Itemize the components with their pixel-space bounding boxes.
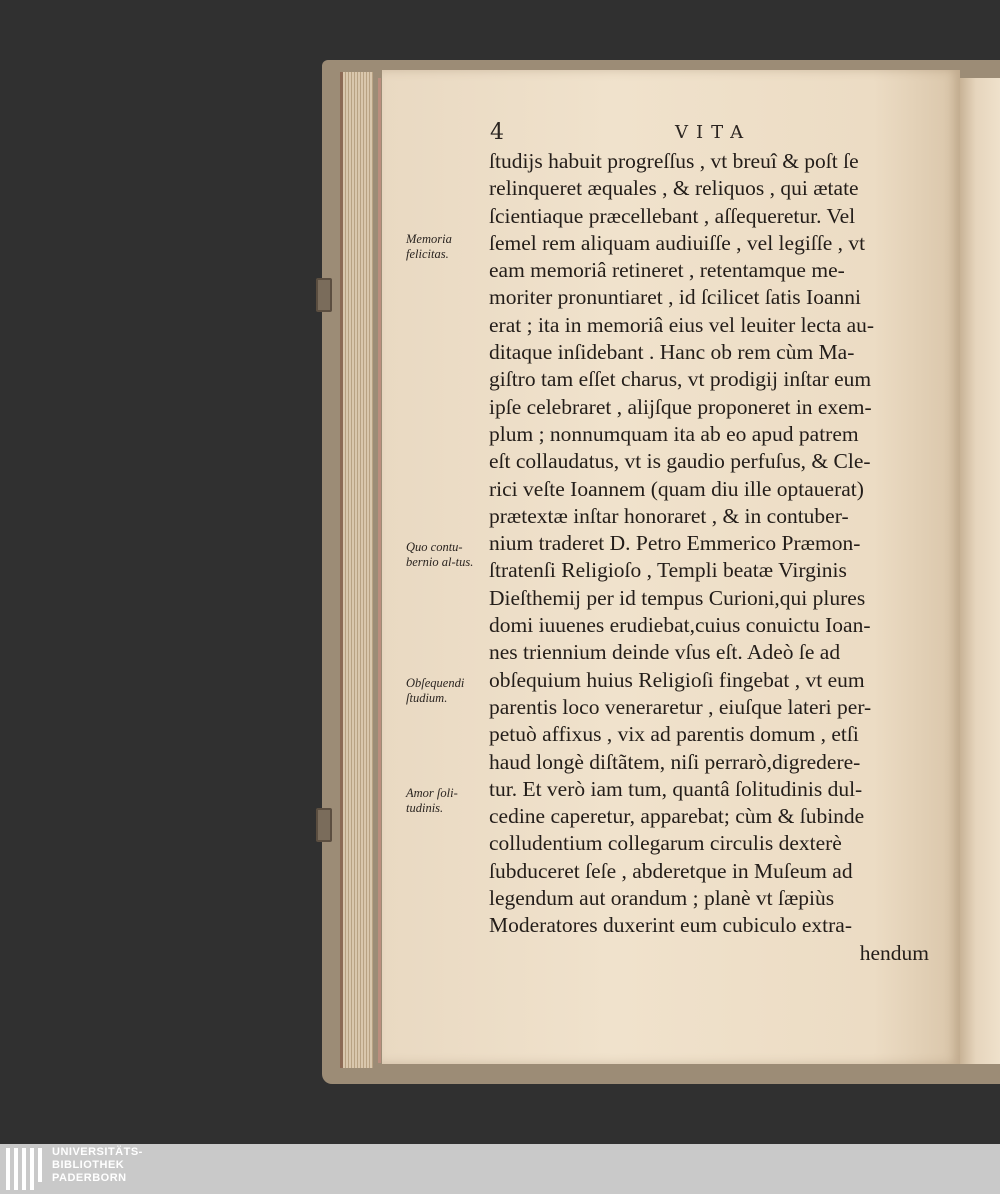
text-line: domi iuuenes erudiebat,cuius conuictu Ioan- xyxy=(489,613,871,638)
margin-note-contubernio: Quo contu-bernio al-tus. xyxy=(406,540,474,569)
text-line: haud longè diſtãtem, niſi perrarò,digredere- xyxy=(489,749,861,774)
text-line: ſemel rem aliquam audiuiſſe , vel legiſſe , vt xyxy=(489,230,866,255)
text-line: ſubduceret ſeſe , abderetque in Muſeum ad xyxy=(489,858,853,883)
margin-note-solitudinis: Amor ſoli-tudinis. xyxy=(406,786,458,815)
text-line: moriter pronuntiaret , id ſcilicet ſatis Ioanni xyxy=(489,285,861,310)
text-line: legendum aut orandum ; planè vt ſæpiùs xyxy=(489,886,835,911)
body-text xyxy=(489,148,929,967)
library-logo-text xyxy=(52,1146,143,1185)
page-number: 4 xyxy=(490,120,504,145)
page-edges xyxy=(340,72,373,1068)
text-line: ipſe celebraret , alijſque proponeret in exem- xyxy=(489,394,872,419)
text-line: cedine caperetur, apparebat; cùm & ſubinde xyxy=(489,804,865,829)
text-line: petuò affixus , vix ad parentis domum , etſi xyxy=(489,722,859,747)
page-header xyxy=(490,120,890,150)
text-line: giſtro tam eſſet charus, vt prodigij inſtar eum xyxy=(489,367,872,392)
catchword: hendum xyxy=(859,940,929,965)
margin-note-memoria: Memoria felicitas. xyxy=(406,232,452,261)
text-line: obſequium huius Religioſi fingebat , vt eum xyxy=(489,667,865,692)
text-line: ditaque inſidebant . Hanc ob rem cùm Ma- xyxy=(489,340,855,365)
text-line: tur. Et verò iam tum, quantâ ſolitudinis dul- xyxy=(489,776,863,801)
library-logo-icon xyxy=(6,1148,46,1190)
text-line: ſcientiaque præcellebant , aſſequeretur. Vel xyxy=(489,203,856,228)
text-line: ſtratenſi Religioſo , Templi beatæ Virginis xyxy=(489,558,847,583)
text-line: Dieſthemij per id tempus Curioni,qui plures xyxy=(489,585,866,610)
text-line: nium traderet D. Petro Emmerico Præmon- xyxy=(489,531,861,556)
logo-line: PADERBORN xyxy=(52,1172,127,1184)
text-line: parentis loco veneraretur , eiuſque lateri per- xyxy=(489,694,872,719)
text-line: erat ; ita in memoriâ eius vel leuiter lecta au- xyxy=(489,312,875,337)
running-head: VITA xyxy=(675,122,752,143)
facing-page-edge xyxy=(960,78,1000,1064)
logo-line: UNIVERSITÄTS- xyxy=(52,1146,143,1158)
text-line: prætextæ inſtar honoraret , & in contuber- xyxy=(489,503,849,528)
clasp-bottom xyxy=(316,808,332,842)
text-line: Moderatores duxerint eum cubiculo extra- xyxy=(489,913,852,938)
text-line: rici veſte Ioannem (quam diu ille optauerat) xyxy=(489,476,864,501)
text-line: nes triennium deinde vſus eſt. Adeò ſe ad xyxy=(489,640,841,665)
text-line: colludentium collegarum circulis dexterè xyxy=(489,831,842,856)
library-footer xyxy=(0,1144,1000,1194)
clasp-top xyxy=(316,278,332,312)
text-line: eſt collaudatus, vt is gaudio perfuſus, & Cle- xyxy=(489,449,871,474)
text-line: relinqueret æquales , & reliquos , qui ætate xyxy=(489,176,859,201)
margin-note-obsequendi: Obſequendi ſtudium. xyxy=(406,676,465,705)
text-line: eam memoriâ retineret , retentamque me- xyxy=(489,258,845,283)
red-edge-line xyxy=(378,78,381,1063)
logo-line: BIBLIOTHEK xyxy=(52,1159,125,1171)
text-line: ſtudijs habuit progreſſus , vt breuî & poſt ſe xyxy=(489,149,859,173)
text-line: plum ; nonnumquam ita ab eo apud patrem xyxy=(489,421,859,446)
